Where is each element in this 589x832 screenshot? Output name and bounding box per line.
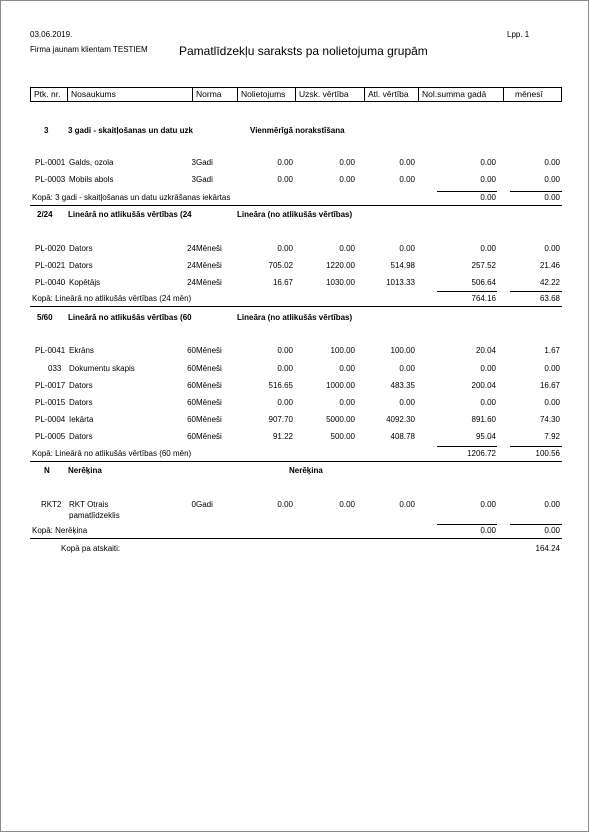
cell-norm: 24 — [187, 244, 196, 253]
cell-name-line2: pamatlīdzeklis — [69, 511, 120, 520]
cell-unit: Mēneši — [196, 244, 222, 253]
subtotal-rule — [437, 291, 497, 292]
cell-norm: 24 — [187, 278, 196, 287]
group-total-year: 1206.72 — [467, 449, 496, 458]
group-method: Vienmērīgā norakstīšana — [250, 126, 345, 135]
cell-name: Dators — [69, 432, 93, 441]
cell-nol: 0.00 — [277, 398, 293, 407]
cell-atl: 0.00 — [399, 364, 415, 373]
cell-atl: 0.00 — [399, 500, 415, 509]
cell-name: Kopētājs — [69, 278, 101, 287]
cell-nol: 0.00 — [277, 244, 293, 253]
cell-nr: PL-0041 — [35, 346, 66, 355]
group-code: 5/60 — [37, 313, 53, 322]
page-number: Lpp. 1 — [507, 30, 530, 39]
cell-year: 0.00 — [480, 364, 496, 373]
group-total-year: 764.16 — [471, 294, 496, 303]
cell-atl: 408.78 — [390, 432, 415, 441]
cell-nol: 16.67 — [272, 278, 293, 287]
cell-month: 42.22 — [539, 278, 560, 287]
group-bottom-rule — [30, 205, 562, 206]
cell-name: Iekārta — [69, 415, 94, 424]
subtotal-rule — [437, 446, 497, 447]
group-total-year: 0.00 — [480, 526, 496, 535]
cell-nr: PL-0020 — [35, 244, 66, 253]
cell-uzsk: 5000.00 — [326, 415, 355, 424]
cell-atl: 4092.30 — [386, 415, 415, 424]
cell-year: 200.04 — [471, 381, 496, 390]
cell-name: Dators — [69, 261, 93, 270]
cell-unit: Gadi — [196, 175, 213, 184]
group-name: Lineārā no atlikušās vērtības (60 — [68, 313, 192, 322]
cell-name: Dators — [69, 381, 93, 390]
cell-uzsk: 0.00 — [339, 175, 355, 184]
cell-name: Mobils abols — [69, 175, 114, 184]
cell-nr: PL-0004 — [35, 415, 66, 424]
cell-uzsk: 0.00 — [339, 244, 355, 253]
cell-month: 0.00 — [544, 158, 560, 167]
cell-norm: 24 — [187, 261, 196, 270]
cell-nr: PL-0001 — [35, 158, 66, 167]
cell-nol: 91.22 — [272, 432, 293, 441]
col-header-norm: Norma — [196, 89, 222, 99]
group-bottom-rule — [30, 461, 562, 462]
cell-year: 95.04 — [475, 432, 496, 441]
cell-nol: 516.65 — [268, 381, 293, 390]
cell-uzsk: 1000.00 — [326, 381, 355, 390]
cell-year: 0.00 — [480, 500, 496, 509]
cell-uzsk: 0.00 — [339, 364, 355, 373]
cell-year: 20.04 — [475, 346, 496, 355]
cell-norm: 60 — [187, 364, 196, 373]
cell-unit: Gadi — [196, 500, 213, 509]
cell-uzsk: 1220.00 — [326, 261, 355, 270]
cell-norm: 60 — [187, 432, 196, 441]
grand-total-label: Kopā pa atskaiti: — [61, 544, 121, 553]
column-header-row — [30, 87, 562, 102]
group-total-year: 0.00 — [480, 193, 496, 202]
cell-year: 506.64 — [471, 278, 496, 287]
cell-month: 1.67 — [544, 346, 560, 355]
cell-norm: 60 — [187, 381, 196, 390]
group-name: Lineārā no atlikušās vērtības (24 — [68, 210, 192, 219]
cell-unit: Mēneši — [196, 432, 222, 441]
cell-norm: 3 — [191, 158, 196, 167]
group-method: Lineāra (no atlikušās vērtības) — [237, 313, 353, 322]
group-name: 3 gadi - skaitļošanas un datu uzk — [68, 126, 193, 135]
subtotal-rule — [510, 191, 562, 192]
cell-name: Dators — [69, 244, 93, 253]
col-header-year: Nol.summa gadā — [422, 89, 487, 99]
cell-unit: Mēneši — [196, 278, 222, 287]
cell-norm: 60 — [187, 346, 196, 355]
cell-uzsk: 500.00 — [330, 432, 355, 441]
cell-uzsk: 0.00 — [339, 398, 355, 407]
cell-year: 257.52 — [471, 261, 496, 270]
cell-nr: RKT2 — [41, 500, 62, 509]
cell-unit: Gadi — [196, 158, 213, 167]
cell-month: 0.00 — [544, 398, 560, 407]
cell-uzsk: 0.00 — [339, 500, 355, 509]
col-header-nr: Ptk. nr. — [34, 89, 61, 99]
cell-name: Dokumentu skapis — [69, 364, 135, 373]
cell-month: 7.92 — [544, 432, 560, 441]
cell-name: Dators — [69, 398, 93, 407]
cell-month: 74.30 — [539, 415, 560, 424]
cell-norm: 60 — [187, 398, 196, 407]
group-total-month: 0.00 — [544, 193, 560, 202]
group-method: Nerēķina — [289, 466, 323, 475]
cell-nr: PL-0003 — [35, 175, 66, 184]
col-header-uzsk: Uzsk. vērtība — [299, 89, 349, 99]
group-total-label: Kopā: 3 gadi - skaitļošanas un datu uzkrāšanas iekārtas — [32, 193, 231, 202]
group-bottom-rule — [30, 538, 562, 539]
cell-atl: 100.00 — [390, 346, 415, 355]
group-method: Lineāra (no atlikušās vērtības) — [237, 210, 353, 219]
company-name: Firma jaunam klientam TESTIEM — [30, 45, 148, 54]
cell-norm: 60 — [187, 415, 196, 424]
cell-year: 0.00 — [480, 398, 496, 407]
cell-month: 0.00 — [544, 175, 560, 184]
group-bottom-rule — [30, 306, 562, 307]
cell-nol: 0.00 — [277, 500, 293, 509]
cell-year: 0.00 — [480, 244, 496, 253]
cell-nr: PL-0040 — [35, 278, 66, 287]
group-total-month: 63.68 — [539, 294, 560, 303]
cell-uzsk: 100.00 — [330, 346, 355, 355]
report-date: 03.06.2019. — [30, 30, 73, 39]
cell-nr: PL-0017 — [35, 381, 66, 390]
cell-unit: Mēneši — [196, 398, 222, 407]
group-total-month: 0.00 — [544, 526, 560, 535]
cell-unit: Mēneši — [196, 415, 222, 424]
cell-atl: 0.00 — [399, 398, 415, 407]
cell-nr: PL-0015 — [35, 398, 66, 407]
cell-uzsk: 1030.00 — [326, 278, 355, 287]
subtotal-rule — [510, 291, 562, 292]
cell-norm: 3 — [191, 175, 196, 184]
subtotal-rule — [510, 524, 562, 525]
grand-total-value: 164.24 — [535, 544, 560, 553]
cell-nol: 0.00 — [277, 346, 293, 355]
cell-month: 0.00 — [544, 244, 560, 253]
cell-unit: Mēneši — [196, 381, 222, 390]
subtotal-rule — [437, 191, 497, 192]
cell-atl: 483.35 — [390, 381, 415, 390]
cell-atl: 1013.33 — [386, 278, 415, 287]
cell-atl: 0.00 — [399, 158, 415, 167]
group-code: 3 — [44, 126, 49, 135]
cell-year: 0.00 — [480, 158, 496, 167]
cell-nr: PL-0021 — [35, 261, 66, 270]
cell-nr: PL-0005 — [35, 432, 66, 441]
group-code: 2/24 — [37, 210, 53, 219]
cell-unit: Mēneši — [196, 346, 222, 355]
cell-name: Ekrāns — [69, 346, 94, 355]
cell-nr: 033 — [48, 364, 62, 373]
group-code: N — [44, 466, 50, 475]
subtotal-rule — [510, 446, 562, 447]
cell-atl: 0.00 — [399, 244, 415, 253]
cell-month: 0.00 — [544, 500, 560, 509]
col-header-nolietojums: Nolietojums — [241, 89, 286, 99]
cell-month: 0.00 — [544, 364, 560, 373]
cell-year: 891.60 — [471, 415, 496, 424]
col-header-name: Nosaukums — [71, 89, 116, 99]
cell-year: 0.00 — [480, 175, 496, 184]
cell-nol: 907.70 — [268, 415, 293, 424]
cell-nol: 0.00 — [277, 175, 293, 184]
cell-nol: 705.02 — [268, 261, 293, 270]
cell-name: RKT Otrais — [69, 500, 109, 509]
cell-atl: 514.98 — [390, 261, 415, 270]
cell-unit: Mēneši — [196, 261, 222, 270]
group-total-month: 100.56 — [535, 449, 560, 458]
cell-nol: 0.00 — [277, 158, 293, 167]
group-total-label: Kopā: Lineārā no atlikušās vērtības (60 mēn) — [32, 449, 192, 458]
group-name: Nerēķina — [68, 466, 102, 475]
group-total-label: Kopā: Lineārā no atlikušās vērtības (24 mēn) — [32, 294, 192, 303]
cell-unit: Mēneši — [196, 364, 222, 373]
cell-atl: 0.00 — [399, 175, 415, 184]
cell-month: 16.67 — [539, 381, 560, 390]
cell-uzsk: 0.00 — [339, 158, 355, 167]
cell-name: Galds, ozola — [69, 158, 114, 167]
group-total-label: Kopā: Nerēķina — [32, 526, 88, 535]
col-header-month: mēnesī — [515, 89, 543, 99]
col-header-atl: Atl. vērtība — [368, 89, 409, 99]
cell-month: 21.46 — [539, 261, 560, 270]
cell-nol: 0.00 — [277, 364, 293, 373]
subtotal-rule — [437, 524, 497, 525]
report-title: Pamatlīdzekļu saraksts pa nolietojuma grupām — [179, 44, 428, 58]
cell-norm: 0 — [191, 500, 196, 509]
